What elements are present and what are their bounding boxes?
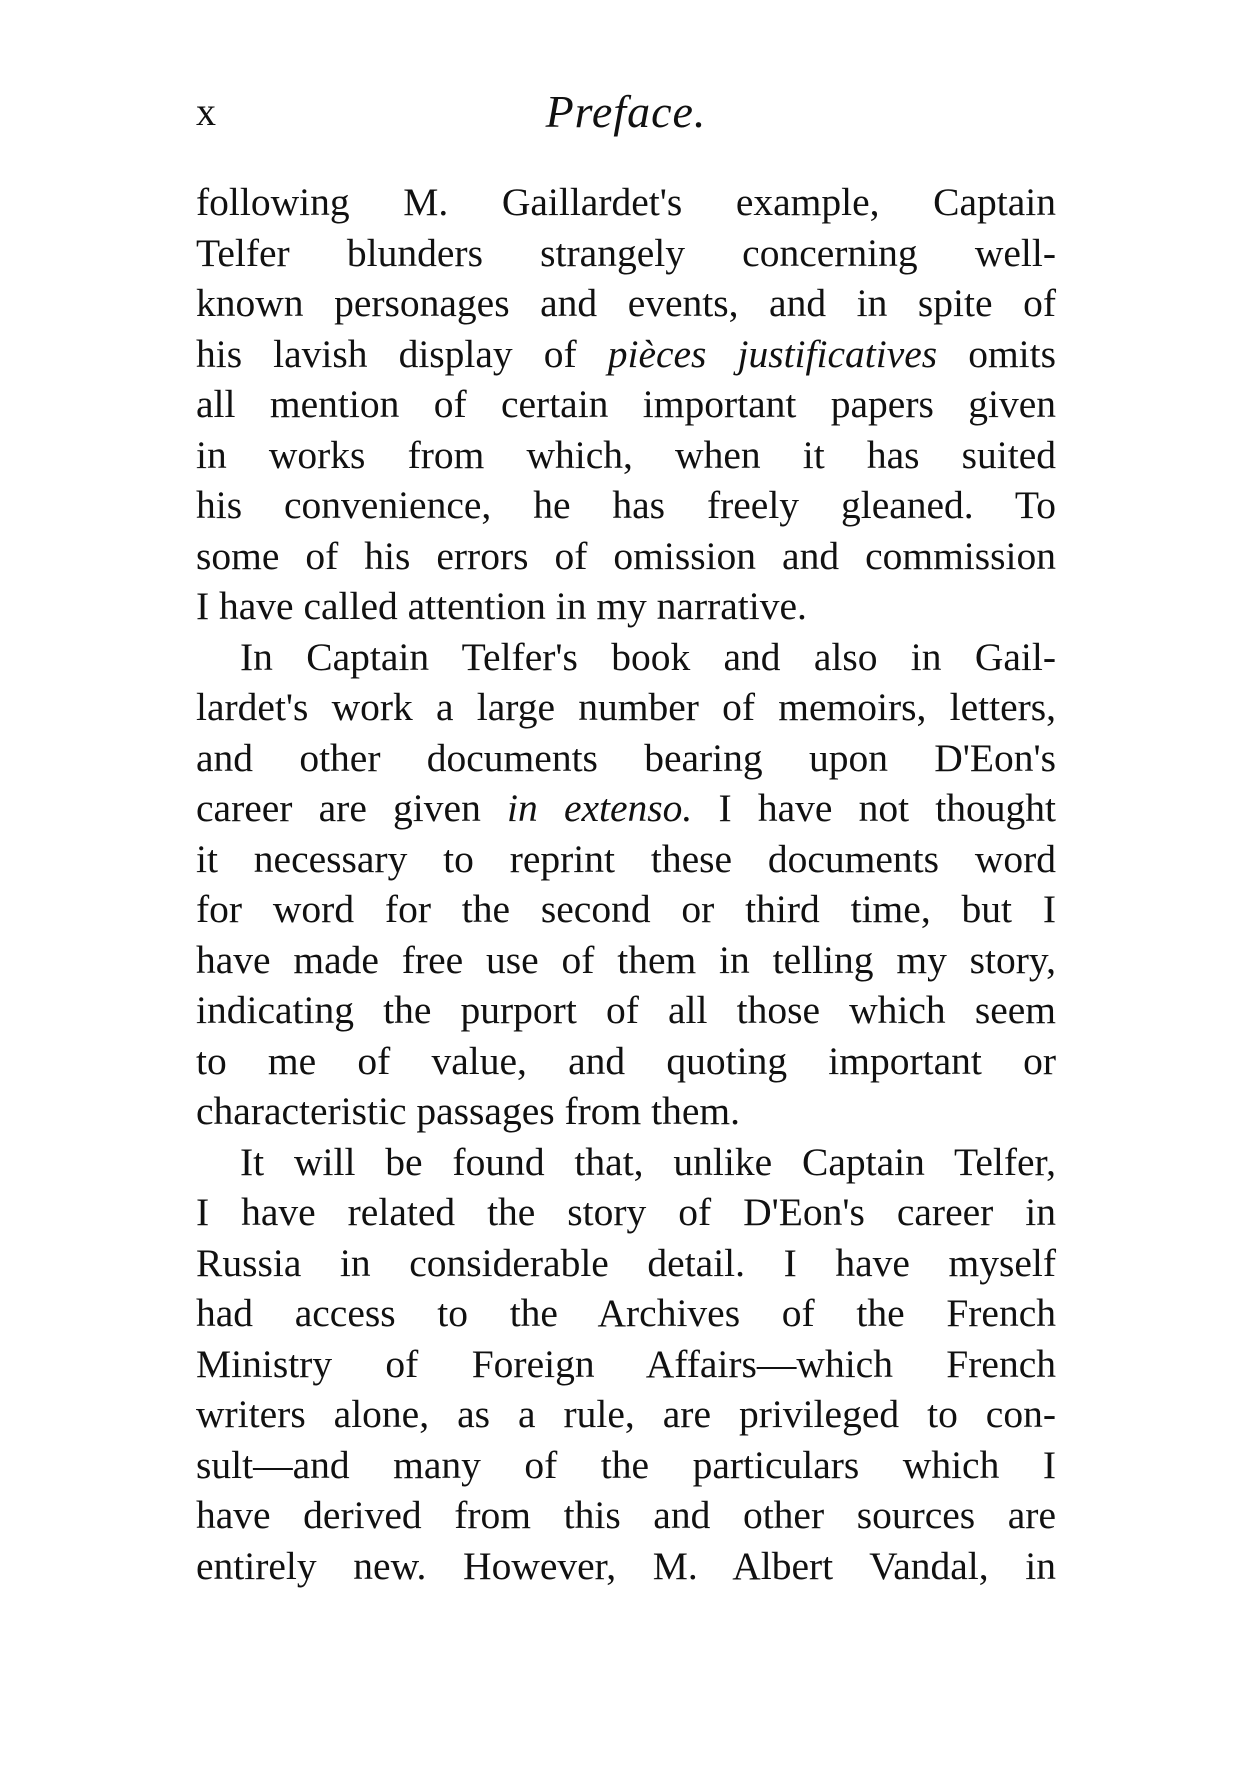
- text-line: [196, 783, 1056, 834]
- italic-phrase: pièces justificatives: [607, 331, 938, 376]
- text-line: following M. Gaillardet's example, Captain: [196, 180, 1056, 224]
- text-line: had access to the Archives of the French: [196, 1291, 1056, 1335]
- text-line: I have related the story of D'Eon's career in: [196, 1190, 1056, 1234]
- text-line: It will be found that, unlike Captain Telfer,: [240, 1139, 1056, 1184]
- running-title: Preface.: [545, 86, 707, 137]
- italic-phrase: in extenso.: [507, 786, 693, 830]
- page-header: [196, 82, 1056, 142]
- text-line: and other documents bearing upon D'Eon's: [196, 735, 1056, 780]
- text-line: entirely new. However, M. Albert Vandal, in: [196, 1543, 1056, 1588]
- text-line: some of his errors of omission and commission: [196, 533, 1056, 578]
- text-line: sult—and many of the particulars which I: [196, 1442, 1056, 1487]
- page-number: x: [196, 89, 217, 134]
- text-line: characteristic passages from them.: [196, 1089, 740, 1133]
- text-segment: omits: [937, 331, 1056, 376]
- text-line: In Captain Telfer's book and also in Gail-: [240, 634, 1056, 679]
- text-line: known personages and events, and in spite of: [196, 281, 1056, 325]
- text-line: for word for the second or third time, but I: [196, 887, 1056, 931]
- text-line: it necessary to reprint these documents word: [196, 836, 1056, 881]
- text-line: indicating the purport of all those which seem: [196, 988, 1056, 1032]
- text-segment: his lavish display of: [196, 331, 608, 376]
- text-line: to me of value, and quoting important or: [196, 1038, 1056, 1083]
- text-line: lardet's work a large number of memoirs, letters,: [196, 685, 1056, 729]
- text-segment: I have not thought: [692, 786, 1056, 830]
- text-line: [196, 329, 1056, 380]
- text-line: I have called attention in my narrative.: [196, 584, 807, 628]
- text-line: in works from which, when it has suited: [196, 432, 1056, 477]
- text-line: have derived from this and other sources are: [196, 1493, 1056, 1537]
- text-segment: career are given: [196, 786, 508, 830]
- text-line: Telfer blunders strangely concerning well-: [196, 230, 1056, 275]
- text-line: Ministry of Foreign Affairs—which French: [196, 1341, 1056, 1386]
- text-line: writers alone, as a rule, are privileged to con-: [196, 1392, 1056, 1436]
- body-text: [196, 177, 1056, 1591]
- text-line: all mention of certain important papers given: [196, 382, 1056, 426]
- text-line: have made free use of them in telling my story,: [196, 937, 1056, 982]
- text-line: his convenience, he has freely gleaned. To: [196, 483, 1056, 527]
- text-line: Russia in considerable detail. I have myself: [196, 1240, 1056, 1285]
